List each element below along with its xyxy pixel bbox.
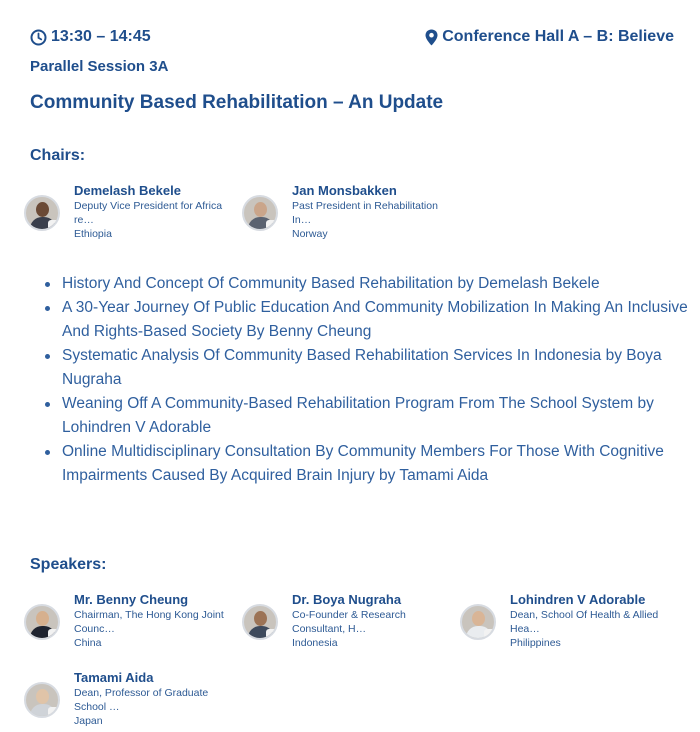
avatar (24, 604, 60, 640)
talk-item[interactable]: Online Multidisciplinary Consultation By Community Members For Those With Cognitive Impairments Caused By Acquired Brain Injury by Tamami Aida (62, 440, 700, 488)
person-country: Philippines (510, 637, 561, 649)
talk-item[interactable]: A 30-Year Journey Of Public Education And Community Mobilization In Making An Inclusive And Rights-Based Society By Benny Cheung (62, 296, 700, 344)
avatar (460, 604, 496, 640)
chair-card[interactable] (242, 183, 452, 243)
speakers-heading: Speakers: (30, 556, 107, 573)
person-name[interactable]: Dr. Boya Nugraha (292, 592, 402, 607)
person-role: Dean, School Of Health & Allied Hea… (510, 609, 659, 635)
person-role: Dean, Professor of Graduate School … (74, 687, 209, 713)
person-name[interactable]: Tamami Aida (74, 670, 154, 685)
avatar (24, 682, 60, 718)
chairs-heading: Chairs: (30, 147, 86, 164)
person-country: Japan (74, 715, 103, 727)
speaker-card[interactable] (24, 670, 234, 730)
person-country: China (74, 637, 102, 649)
avatar (242, 604, 278, 640)
session-time (30, 28, 151, 46)
person-role: Chairman, The Hong Kong Joint Counc… (74, 609, 224, 635)
speaker-card[interactable] (24, 592, 234, 652)
map-pin-icon (425, 29, 438, 46)
session-location (425, 28, 674, 46)
person-name[interactable]: Demelash Bekele (74, 183, 181, 198)
session-title: Community Based Rehabilitation – An Update (30, 92, 444, 113)
speaker-card[interactable] (460, 592, 670, 652)
person-role: Co-Founder & Research Consultant, H… (292, 609, 406, 635)
talk-list (30, 272, 700, 488)
clock-icon (30, 29, 47, 46)
person-role: Past President in Rehabilitation In… (292, 200, 438, 226)
talk-item[interactable]: History And Concept Of Community Based Rehabilitation by Demelash Bekele (62, 272, 700, 296)
speaker-card[interactable] (242, 592, 452, 652)
person-name[interactable]: Mr. Benny Cheung (74, 592, 189, 607)
person-country: Norway (292, 228, 328, 240)
avatar (242, 195, 278, 231)
talk-item[interactable]: Weaning Off A Community-Based Rehabilitation Program From The School System by Lohindren V Adorable (62, 392, 700, 440)
person-country: Ethiopia (74, 228, 112, 240)
session-header (30, 26, 674, 48)
chair-card[interactable] (24, 183, 234, 243)
session-label: Parallel Session 3A (30, 58, 169, 75)
person-name[interactable]: Jan Monsbakken (292, 183, 397, 198)
person-role: Deputy Vice President for Africa re… (74, 200, 223, 226)
avatar (24, 195, 60, 231)
location-label: Conference Hall A – B: Believe (442, 28, 674, 45)
talk-item[interactable]: Systematic Analysis Of Community Based Rehabilitation Services In Indonesia by Boya Nugraha (62, 344, 700, 392)
person-name[interactable]: Lohindren V Adorable (510, 592, 646, 607)
person-country: Indonesia (292, 637, 338, 649)
time-range: 13:30 – 14:45 (51, 28, 151, 45)
